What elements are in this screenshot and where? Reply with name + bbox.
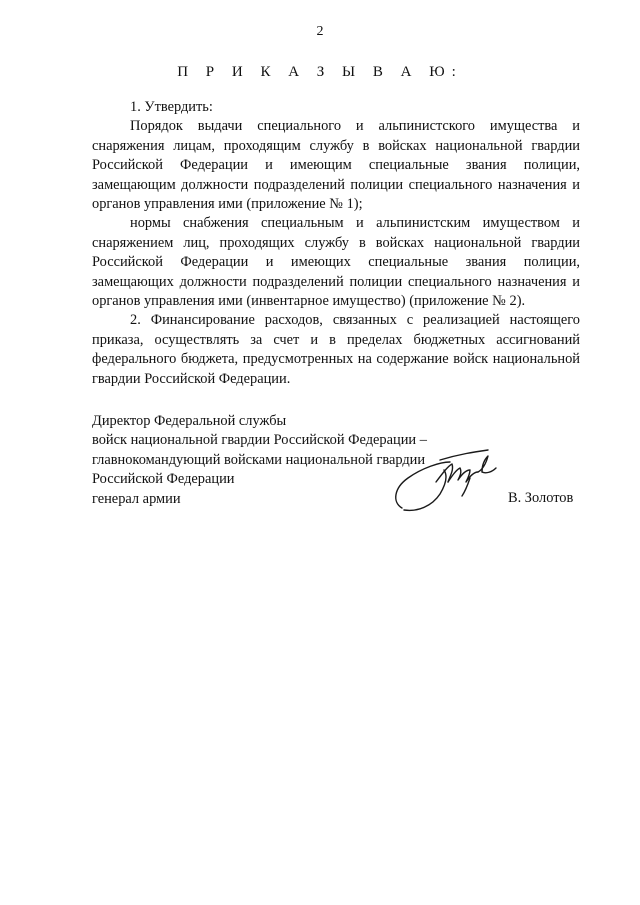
paragraph-approve: 1. Утвердить: <box>130 99 213 115</box>
signatory-name: В. Золотов <box>508 490 574 506</box>
paragraph-financing: 2. Финансирование расходов, связанных с реализацией настоящего приказа, осуществлять за счет и в пределах бюджетных ассигнований федерального бюджета, предусмотренных на содержание войск национальной гвардии Российской Федерации. <box>92 312 580 387</box>
paragraph-norms: нормы снабжения специальным и альпинистским имуществом и снаряжением лиц, проходящих службу в войсках национальной гвардии Российской Федерации и имеющих специальные звания полиции, замещающих должности подразделений полиции специального назначения и органов управления ими (инвентарное имущество) (приложение № 2). <box>92 215 580 310</box>
handwritten-signature <box>378 436 518 526</box>
document-body <box>92 98 580 389</box>
signatory-line: Директор Федеральной службы <box>92 413 287 429</box>
signatory-line: Российской Федерации <box>92 471 235 488</box>
page-number: 2 <box>316 24 324 39</box>
paragraph-procedure: Порядок выдачи специального и альпинистского имущества и снаряжения лицам, проходящим службу в войсках национальной гвардии Российской Федерации и имеющим специальные звания полиции, замещающим должности подразделений полиции специального назначения и органов управления ими (приложение № 1); <box>92 118 580 213</box>
signatory-line: генерал армии <box>92 490 181 507</box>
order-heading: П Р И К А З Ы В А Ю: <box>177 64 463 80</box>
signatory-line: войск национальной гвардии Российской Федерации – <box>92 432 427 449</box>
signatory-line: главнокомандующий войсками национальной гвардии <box>92 451 426 468</box>
